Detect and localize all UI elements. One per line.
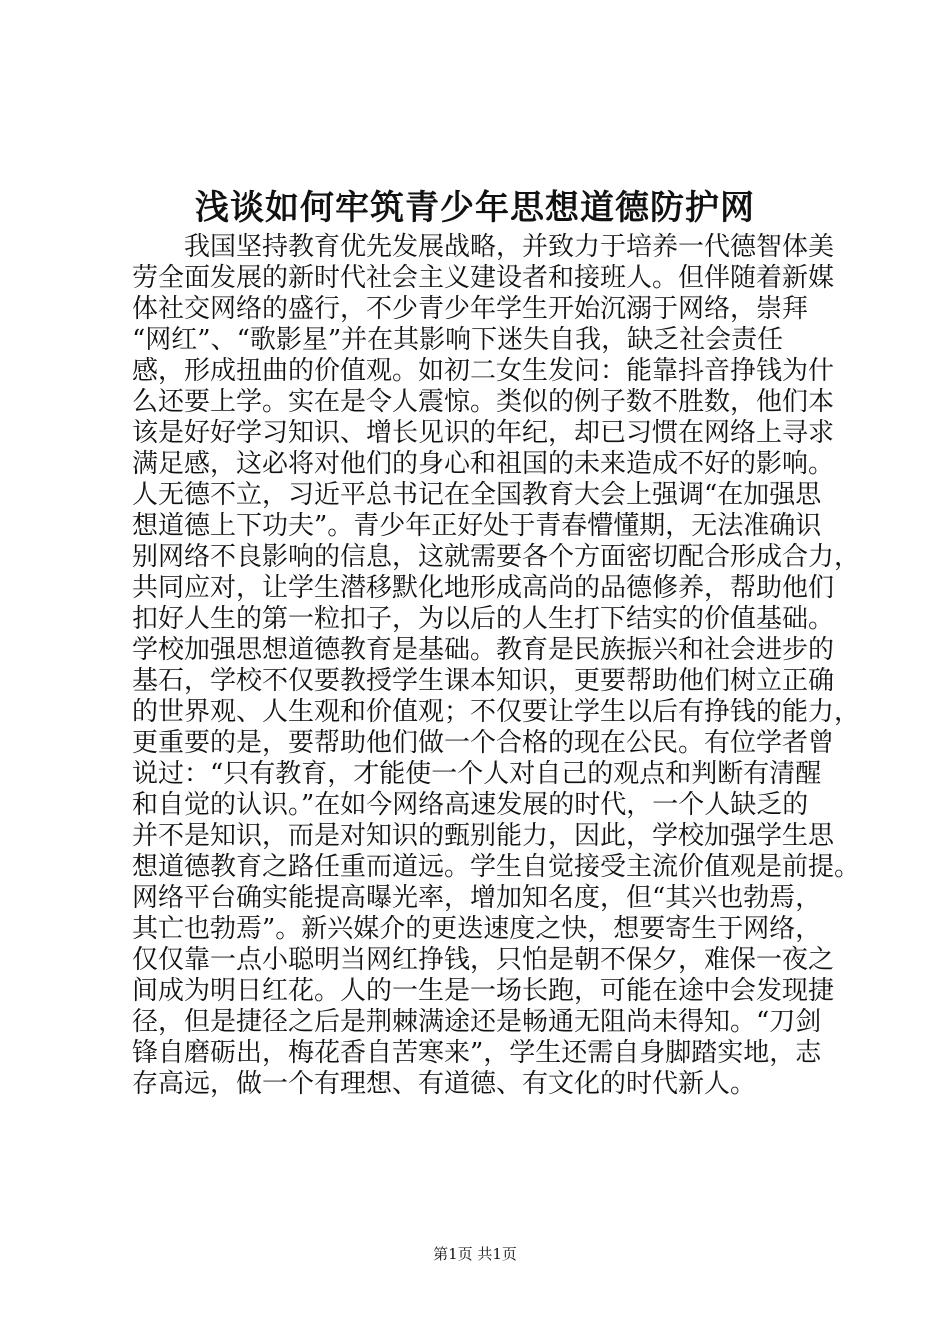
body-line: 学校加强思想道德教育是基础。教育是民族振兴和社会进步的 bbox=[132, 635, 835, 665]
body-line: 想道德教育之路任重而道远。学生自觉接受主流价值观是前提。 bbox=[132, 852, 861, 882]
page-number-footer: 第1页 共1页 bbox=[433, 1245, 517, 1263]
page-title: 浅谈如何牢筑青少年思想道德防护网 bbox=[195, 188, 755, 228]
body-line: 劳全面发展的新时代社会主义建设者和接班人。但伴随着新媒 bbox=[132, 263, 835, 293]
body-line: 存高远，做一个有理想、有道德、有文化的时代新人。 bbox=[132, 1069, 757, 1099]
body-line: 满足感，这必将对他们的身心和祖国的未来造成不好的影响。 bbox=[132, 449, 835, 479]
body-line: 体社交网络的盛行，不少青少年学生开始沉溺于网络，崇拜 bbox=[132, 294, 809, 324]
body-line: 基石，学校不仅要教授学生课本知识，更要帮助他们树立正确 bbox=[132, 666, 835, 696]
body-line: 和自觉的认识。”在如今网络高速发展的时代，一个人缺乏的 bbox=[132, 790, 809, 820]
body-line: 我国坚持教育优先发展战略，并致力于培养一代德智体美 bbox=[184, 232, 835, 262]
article-body bbox=[132, 232, 861, 1100]
body-line: 锋自磨砺出，梅花香自苦寒来”，学生还需自身脚踏实地，志 bbox=[132, 1038, 822, 1068]
body-line: 人无德不立，习近平总书记在全国教育大会上强调“在加强思 bbox=[132, 480, 822, 510]
body-line: “网红”、“歌影星”并在其影响下迷失自我，缺乏社会责任 bbox=[132, 325, 784, 355]
body-line: 感，形成扭曲的价值观。如初二女生发问：能靠抖音挣钱为什 bbox=[132, 356, 835, 386]
body-line: 说过：“只有教育，才能使一个人对自己的观点和判断有清醒 bbox=[132, 759, 822, 789]
body-line: 网络平台确实能提高曝光率，增加知名度，但“其兴也勃焉， bbox=[132, 883, 822, 913]
body-line: 更重要的是，要帮助他们做一个合格的现在公民。有位学者曾 bbox=[132, 728, 835, 758]
body-line: 仅仅靠一点小聪明当网红挣钱，只怕是朝不保夕，难保一夜之 bbox=[132, 945, 835, 975]
body-line: 别网络不良影响的信息，这就需要各个方面密切配合形成合力， bbox=[132, 542, 861, 572]
body-line: 共同应对，让学生潜移默化地形成高尚的品德修养，帮助他们 bbox=[132, 573, 835, 603]
body-line: 并不是知识，而是对知识的甄别能力，因此，学校加强学生思 bbox=[132, 821, 835, 851]
body-line: 想道德上下功夫”。青少年正好处于青春懵懂期，无法准确识 bbox=[132, 511, 822, 541]
body-line: 扣好人生的第一粒扣子，为以后的人生打下结实的价值基础。 bbox=[132, 604, 835, 634]
body-line: 么还要上学。实在是令人震惊。类似的例子数不胜数，他们本 bbox=[132, 387, 835, 417]
body-line: 其亡也勃焉”。新兴媒介的更迭速度之快，想要寄生于网络， bbox=[132, 914, 822, 944]
body-line: 的世界观、人生观和价值观；不仅要让学生以后有挣钱的能力， bbox=[132, 697, 861, 727]
body-line: 间成为明日红花。人的一生是一场长跑，可能在途中会发现捷 bbox=[132, 976, 835, 1006]
body-line: 该是好好学习知识、增长见识的年纪，却已习惯在网络上寻求 bbox=[132, 418, 835, 448]
body-line: 径，但是捷径之后是荆棘满途还是畅通无阻尚未得知。“刀剑 bbox=[132, 1007, 822, 1037]
